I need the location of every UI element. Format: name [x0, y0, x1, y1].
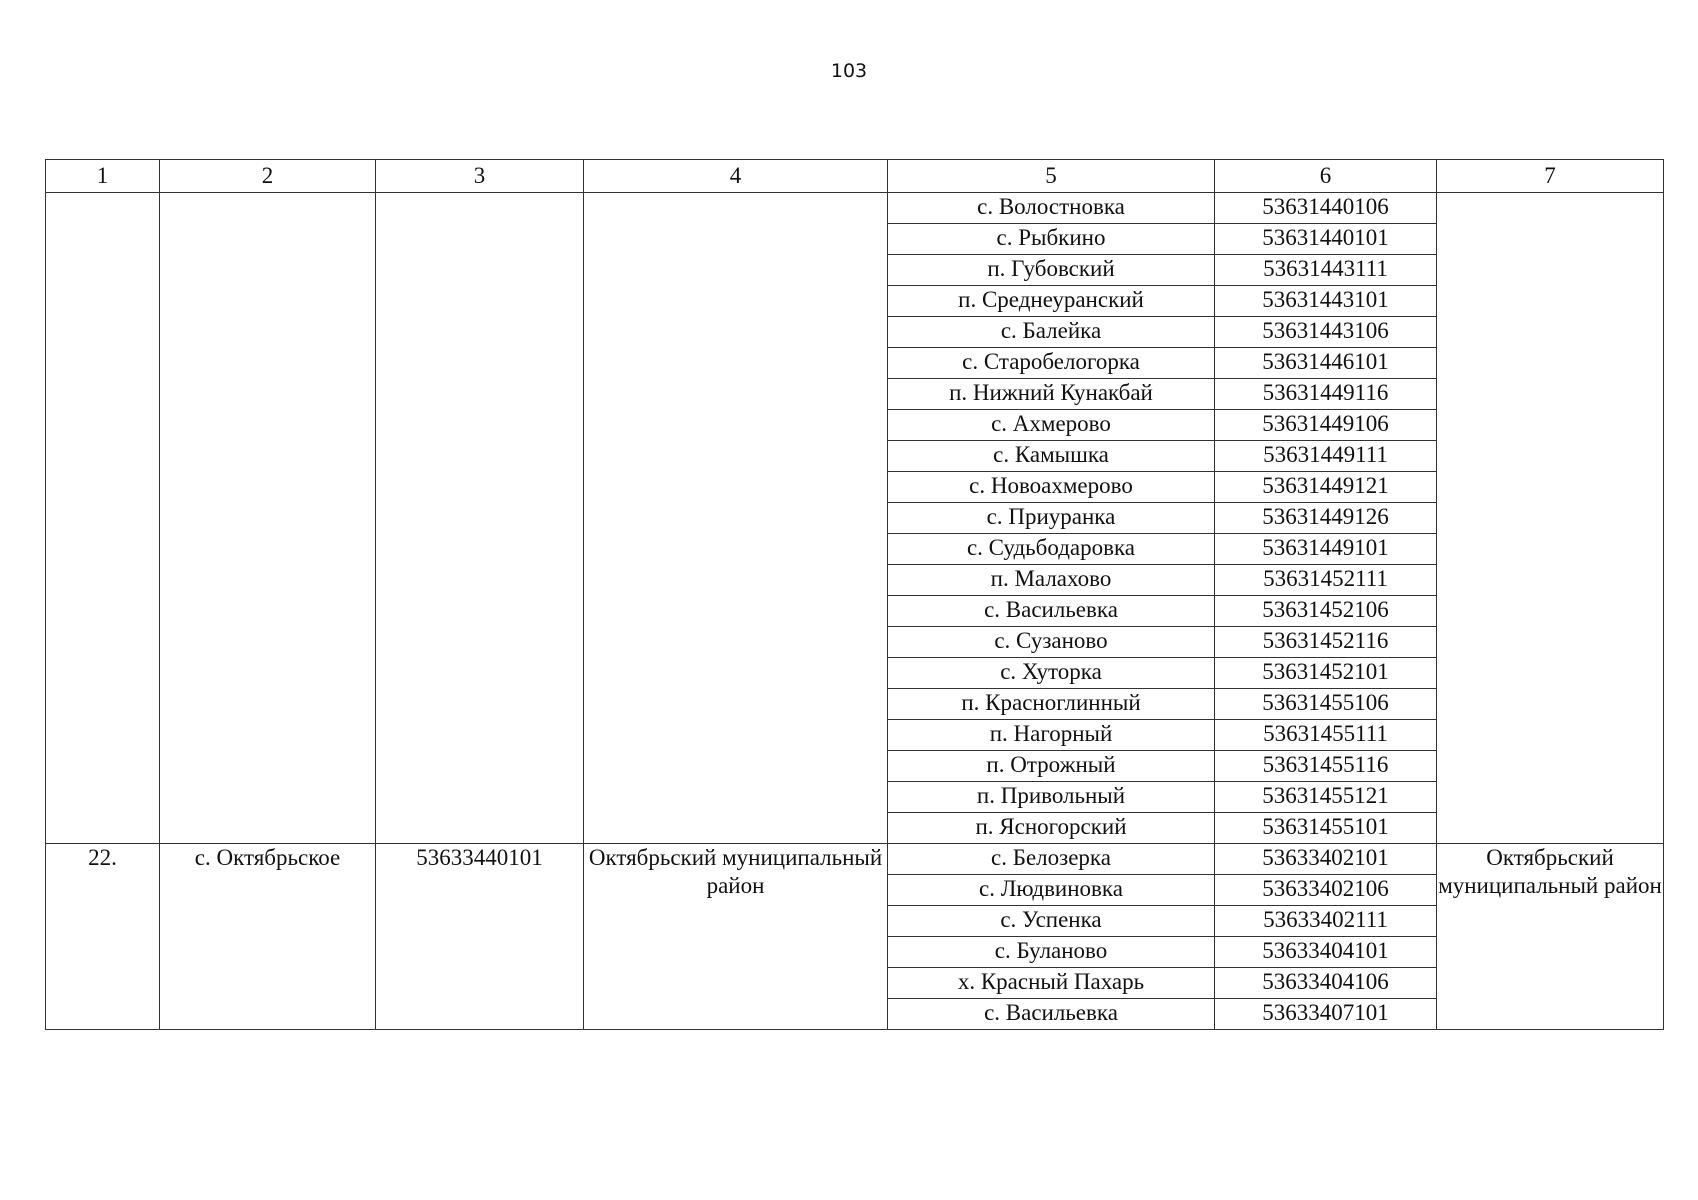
settlement-name: с. Балейка: [888, 317, 1215, 348]
settlement-name: с. Ахмерово: [888, 410, 1215, 441]
column-header: 3: [376, 160, 584, 193]
settlement-name: п. Губовский: [888, 255, 1215, 286]
column-header: 2: [160, 160, 376, 193]
column-header: 1: [46, 160, 160, 193]
settlement-code: 53633404106: [1215, 968, 1437, 999]
district-col7-cell: Октябрьский муниципальный район: [1437, 844, 1664, 1030]
settlement-name: с. Сузаново: [888, 627, 1215, 658]
table-row: [46, 844, 1664, 875]
settlement-code: 53633402101: [1215, 844, 1437, 875]
settlement-code: 53631452111: [1215, 565, 1437, 596]
settlement-name: п. Нагорный: [888, 720, 1215, 751]
settlement-code: 53631443106: [1215, 317, 1437, 348]
settlement-name: п. Малахово: [888, 565, 1215, 596]
settlement-code: 53631452116: [1215, 627, 1437, 658]
settlement-code: 53631452101: [1215, 658, 1437, 689]
settlement-code: 53631440101: [1215, 224, 1437, 255]
district-cell: Октябрьский муниципальный район: [584, 844, 888, 1030]
settlement-code: 53631446101: [1215, 348, 1437, 379]
center-code-cell: 53633440101: [376, 844, 584, 1030]
settlement-code: 53631455111: [1215, 720, 1437, 751]
settlement-code: 53631455121: [1215, 782, 1437, 813]
settlement-name: с. Людвиновка: [888, 875, 1215, 906]
center-cell: [160, 193, 376, 844]
settlement-name: п. Нижний Кунакбай: [888, 379, 1215, 410]
settlement-code: 53631443111: [1215, 255, 1437, 286]
settlement-code: 53633407101: [1215, 999, 1437, 1030]
column-header: 5: [888, 160, 1215, 193]
settlement-code: 53631449116: [1215, 379, 1437, 410]
district-cell: [584, 193, 888, 844]
settlement-name: с. Волостновка: [888, 193, 1215, 224]
settlement-name: х. Красный Пахарь: [888, 968, 1215, 999]
settlement-code: 53633402106: [1215, 875, 1437, 906]
settlement-name: с. Старобелогорка: [888, 348, 1215, 379]
center-cell: с. Октябрьское: [160, 844, 376, 1030]
column-header: 6: [1215, 160, 1437, 193]
column-header: 4: [584, 160, 888, 193]
settlement-name: с. Камышка: [888, 441, 1215, 472]
settlement-name: с. Судьбодаровка: [888, 534, 1215, 565]
settlement-name: с. Буланово: [888, 937, 1215, 968]
settlement-name: с. Приуранка: [888, 503, 1215, 534]
number-cell: 22.: [46, 844, 160, 1030]
settlement-code: 53631452106: [1215, 596, 1437, 627]
center-code-cell: [376, 193, 584, 844]
settlement-name: п. Отрожный: [888, 751, 1215, 782]
settlement-code: 53633402111: [1215, 906, 1437, 937]
number-cell: [46, 193, 160, 844]
settlement-name: с. Хуторка: [888, 658, 1215, 689]
district-col7-cell: [1437, 193, 1664, 844]
settlement-code: 53631455106: [1215, 689, 1437, 720]
header-row: [46, 160, 1664, 193]
settlement-code: 53631455101: [1215, 813, 1437, 844]
settlement-name: с. Васильевка: [888, 999, 1215, 1030]
settlement-code: 53631440106: [1215, 193, 1437, 224]
settlement-code: 53631449101: [1215, 534, 1437, 565]
table-row: [46, 193, 1664, 224]
settlement-code: 53631449106: [1215, 410, 1437, 441]
settlement-name: п. Ясногорский: [888, 813, 1215, 844]
page-number: 103: [830, 60, 868, 82]
settlement-name: с. Рыбкино: [888, 224, 1215, 255]
settlement-name: с. Васильевка: [888, 596, 1215, 627]
settlement-name: с. Успенка: [888, 906, 1215, 937]
column-header: 7: [1437, 160, 1664, 193]
settlement-name: с. Новоахмерово: [888, 472, 1215, 503]
settlement-code: 53631443101: [1215, 286, 1437, 317]
settlement-code: 53631449126: [1215, 503, 1437, 534]
settlement-name: с. Белозерка: [888, 844, 1215, 875]
settlement-code: 53631449111: [1215, 441, 1437, 472]
settlement-code: 53633404101: [1215, 937, 1437, 968]
settlement-name: п. Красноглинный: [888, 689, 1215, 720]
settlement-name: п. Привольный: [888, 782, 1215, 813]
settlement-code: 53631449121: [1215, 472, 1437, 503]
settlements-table: [45, 159, 1664, 1030]
settlement-code: 53631455116: [1215, 751, 1437, 782]
settlement-name: п. Среднеуранский: [888, 286, 1215, 317]
